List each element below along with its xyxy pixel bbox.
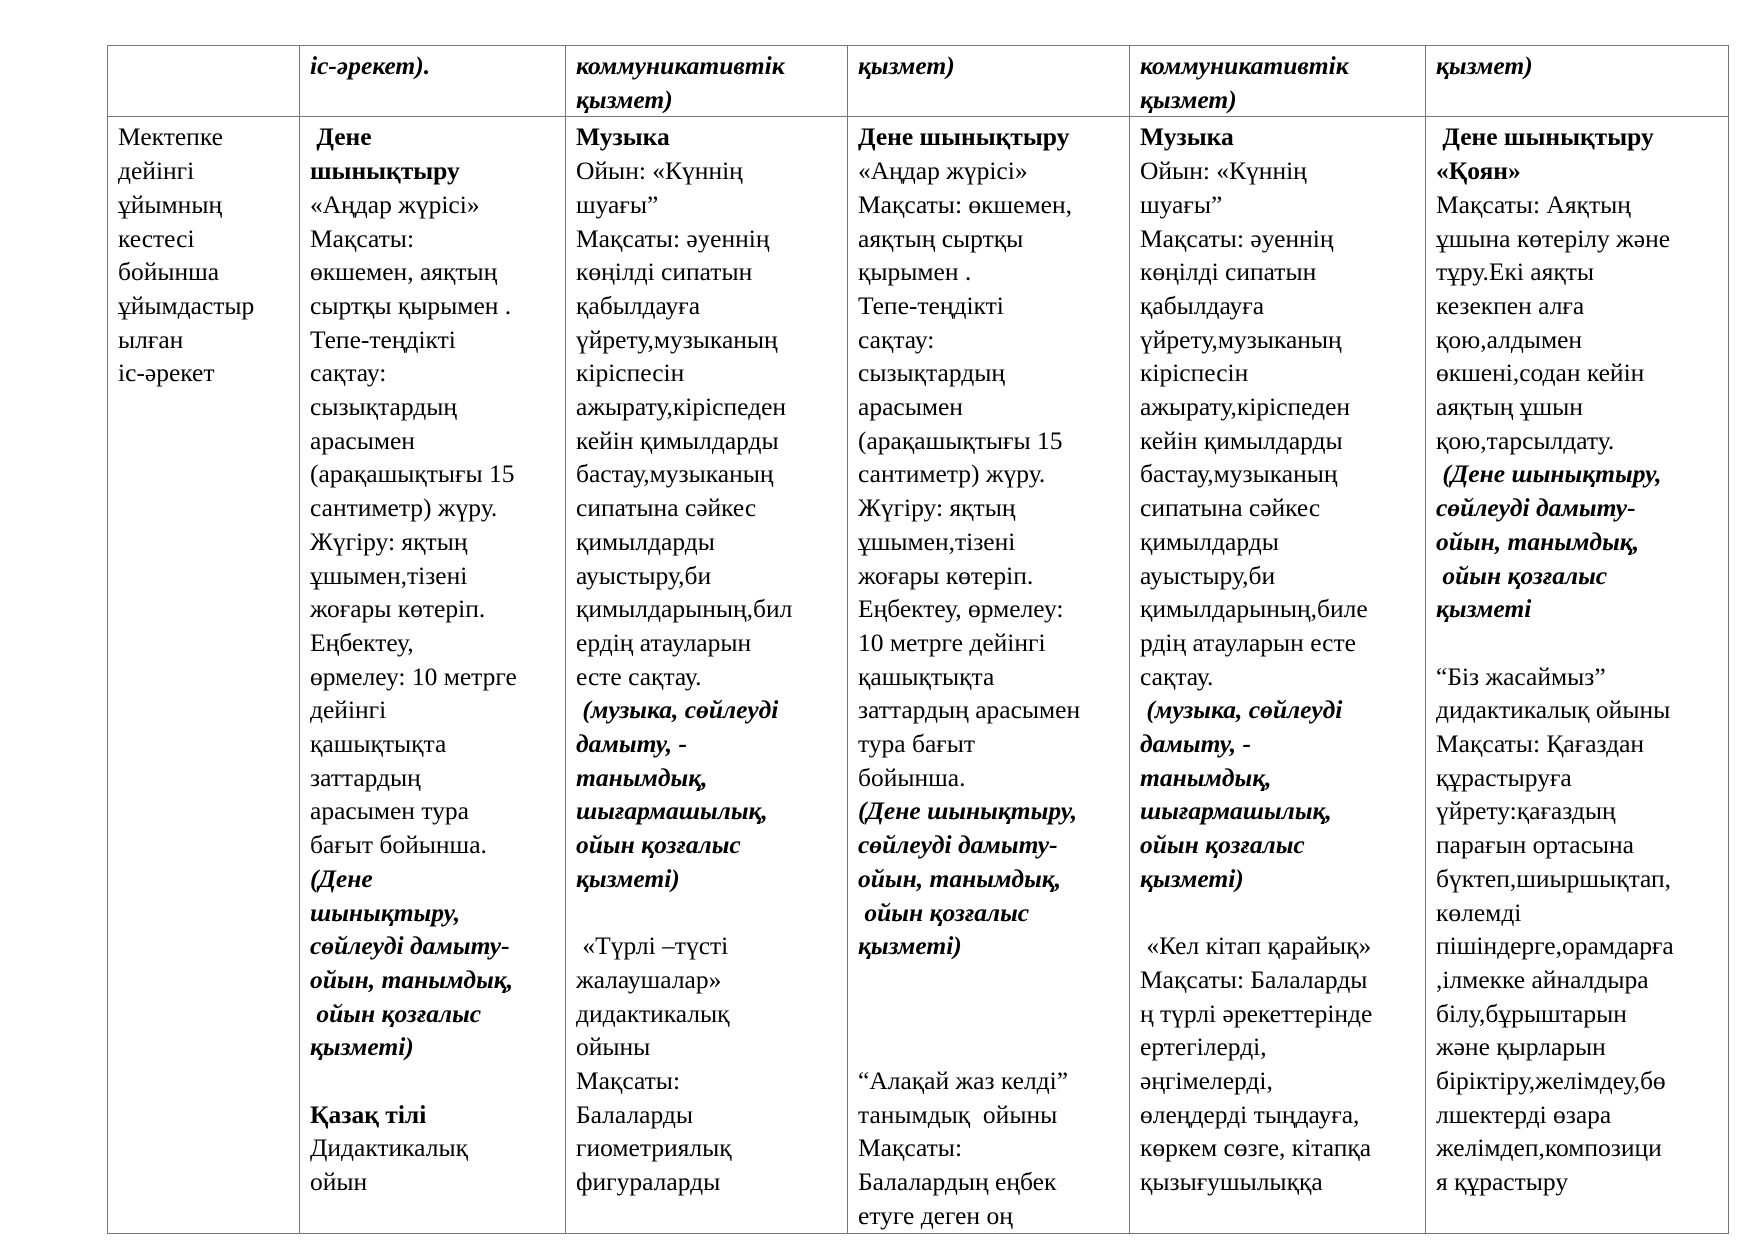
cell-text-line: лшектерді өзара [1436,1099,1612,1129]
cell-text-line: өлеңдерді тыңдауға, [1140,1099,1360,1129]
cell-text-line: ажырату,кіріспеден [576,392,787,422]
cell-text-line: сыртқы қырымен . [310,290,512,320]
cell-text-line: кіріспесін [1140,358,1249,388]
cell-text-line: ылған [118,324,184,354]
cell-text-line: танымдық, [1140,762,1272,792]
cell-text-line: бойынша [118,257,220,287]
cell-text-line: 10 метрге дейінгі [858,627,1046,657]
cell-text-line: ойын қозғалыс [1436,560,1608,590]
cell-text-line: дамыту, - [576,729,688,759]
cell-text-line: ойын, танымдық, [310,964,514,994]
cell-text-line: сызықтардың [310,392,457,422]
cell-text-line: заттардың [310,762,421,792]
cell-text-line: “Алақай жаз келді” [858,1066,1069,1096]
cell-text-line: Қазақ тілі [310,1099,427,1129]
cell-text-line: сөйлеуді дамыту- [858,830,1058,860]
cell-text-line: ұйымның [118,189,223,219]
cell-text-line: (Дене [310,863,373,893]
cell-text-line [858,963,1119,997]
cell-text-line: қызметі) [576,863,680,893]
cell-text-line: Мақсаты: әуеннің [1140,223,1334,253]
cell-text-line: Еңбектеу, [310,627,414,657]
cell-text-line: сантиметр) жүру. [858,459,1046,489]
cell-text-line: ойыны [576,1032,651,1062]
cell-text-line: (арақашықтығы 15 [310,459,515,489]
cell-text-line: етуге деген оң [858,1200,1013,1230]
cell-text-line: ұшымен,тізені [310,560,468,590]
cell-text-line: Мектепке [118,122,223,152]
cell-text-line: рдің атауларын есте [1140,627,1356,657]
header-cell-3: коммуникативтік қызмет) [566,46,848,117]
cell-text-line: фигураларды [576,1167,721,1197]
cell-text-line: кезекпен алға [1436,290,1585,320]
cell-text-line: ауыстыру,би [1140,560,1276,590]
cell-text-line: ойын [310,1167,368,1197]
cell-text-line: білу,бұрыштарын [1436,998,1627,1028]
cell-text-line: ойын қозғалыс [576,830,741,860]
cell-text-line: ойын қозғалыс [858,897,1030,927]
cell-text-line: сантиметр) жүру. [310,493,498,523]
cell-text-line: ң түрлі әрекеттерінде [1140,998,1373,1028]
activity-type-cell [108,117,300,1233]
header-cell-6: қызмет) [1426,46,1729,117]
cell-text-line: желімдеп,композици [1436,1133,1662,1163]
cell-text-line: ойын, танымдық, [1436,526,1640,556]
cell-text-line: (арақашықтығы 15 [858,425,1063,455]
content-row [108,117,1729,1233]
cell-text-line: танымдық ойыны [858,1099,1058,1129]
cell-text-line: пішіндерге,орамдарға [1436,931,1674,961]
cell-text-line: «Түрлі –түсті [576,931,729,961]
cell-text-line: «Аңдар жүрісі» [858,156,1028,186]
cell-text-line: Тепе-теңдікті [310,324,456,354]
schedule-table [107,45,1729,1234]
cell-text-line: ойын қозғалыс [1140,830,1305,860]
cell-text-line: сызықтардың [858,358,1005,388]
header-cell-4: қызмет) [848,46,1130,117]
cell-text-line [858,1030,1119,1064]
cell-text-line: үйрету:қағаздың [1436,796,1616,826]
cell-text-line: Мақсаты: өкшемен, [858,189,1072,219]
cell-text-line: арасымен [310,425,415,455]
cell-text-line: Ойын: «Күннің [576,156,743,186]
cell-text-line: қызметі) [310,1032,414,1062]
cell-text-line: «Қоян» [1436,156,1521,186]
cell-text-line: ауыстыру,би [576,560,712,590]
cell-text-line: Мақсаты: Аяқтың [1436,189,1631,219]
cell-text-line: бағыт бойынша. [310,830,487,860]
cell-text-line: шығармашылық, [576,796,768,826]
header-row [108,46,1729,117]
cell-text-line: Дидактикалық [310,1133,468,1163]
cell-text-line: ойын қозғалыс [310,998,482,1028]
cell-text-line: сипатына сәйкес [576,493,757,523]
cell-text-line: қызметі [1436,594,1532,624]
cell-text-line: тура бағыт [858,729,976,759]
header-cell-5: коммуникативтік қызмет) [1130,46,1426,117]
cell-text-line [1436,626,1718,660]
cell-text-line: өрмелеу: 10 метрге [310,661,517,691]
cell-text-line [310,1064,555,1098]
cell-text-line: арасымен [858,392,963,422]
day-cell-5 [1426,117,1729,1233]
cell-text-line: бастау,музыканың [1140,459,1338,489]
day-cell-2 [566,117,848,1233]
cell-text-line: өкшені,содан кейін [1436,358,1645,388]
header-cell-2: іс-әрекет). [300,46,566,117]
cell-text-line: гиометриялық [576,1133,732,1163]
cell-text-line: Еңбектеу, өрмелеу: [858,594,1064,624]
cell-text-line: Дене шынықтыру [1436,122,1654,152]
cell-text-line: Дене [310,122,372,152]
cell-text-line: көлемді [1436,897,1522,927]
cell-text-line: қызығушылыққа [1140,1167,1323,1197]
cell-text-line: Мақсаты: [576,1066,681,1096]
cell-text-line: шығармашылық, [1140,796,1332,826]
cell-text-line: Жүгіру: яқтың [310,526,468,556]
cell-text-line: Дене шынықтыру [858,122,1070,152]
cell-text-line: ұшымен,тізені [858,526,1016,556]
cell-text-line: ертегілерді, [1140,1032,1267,1062]
cell-text-line: сөйлеуді дамыту- [1436,493,1636,523]
cell-text-line: я құрастыру [1436,1167,1569,1197]
cell-text-line: есте сақтау. [576,661,702,691]
cell-text-line: әңгімелерді, [1140,1066,1273,1096]
cell-text-line: сақтау: [858,324,935,354]
cell-text-line: қимылдарды [1140,526,1279,556]
cell-text-line: кейін қимылдарды [576,425,779,455]
cell-text-line: қызметі) [858,931,962,961]
header-cell-1 [108,46,300,117]
cell-text-line: Музыка [576,122,670,152]
cell-text-line: ойын, танымдық, [858,863,1062,893]
cell-text-line: қашықтықта [310,729,447,759]
cell-text-line: іс-әрекет [118,358,215,388]
cell-text-line: кейін қимылдарды [1140,425,1343,455]
cell-text-line: көркем сөзге, кітапқа [1140,1133,1372,1163]
cell-text-line: дамыту, - [1140,729,1252,759]
cell-text-line: (Дене шынықтыру, [858,796,1078,826]
cell-text-line: шуағы” [576,189,659,219]
cell-text-line: қою,тарсылдату. [1436,425,1615,455]
day-cell-1 [300,117,566,1233]
cell-text-line: қою,алдымен [1436,324,1583,354]
cell-text-line: қырымен . [858,257,972,287]
cell-text-line: Мақсаты: [858,1133,963,1163]
cell-text-line: қимылдарды [576,526,715,556]
cell-text-line: Музыка [1140,122,1234,152]
cell-text-line: көңілді сипатын [576,257,753,287]
cell-text-line: танымдық, [576,762,708,792]
cell-text-line: сақтау: [310,358,387,388]
cell-text-line: ,ілмекке айналдыра [1436,964,1649,994]
cell-text-line [1140,896,1415,930]
cell-text-line: Мақсаты: [310,223,415,253]
cell-text-line: шуағы” [1140,189,1223,219]
cell-text-line: заттардың арасымен [858,695,1081,725]
cell-text-line: қабылдауға [576,290,701,320]
cell-text-line: қимылдарының,бил [576,594,793,624]
cell-text-line: (Дене шынықтыру, [1436,459,1662,489]
day-cell-3 [848,117,1130,1233]
cell-text-line: (музыка, сөйлеуді [576,695,779,725]
cell-text-line: кестесі [118,223,195,253]
cell-text-line: сипатына сәйкес [1140,493,1321,523]
cell-text-line: аяқтың ұшын [1436,392,1583,422]
cell-text-line: сөйлеуді дамыту- [310,931,510,961]
cell-text-line: Балалардың еңбек [858,1167,1057,1197]
cell-text-line: парағын ортасына [1436,830,1634,860]
cell-text-line: дидактикалық ойыны [1436,695,1671,725]
day-cell-4 [1130,117,1426,1233]
cell-text-line: бастау,музыканың [576,459,774,489]
cell-text-line: Мақсаты: әуеннің [576,223,770,253]
cell-text-line: ұйымдастыр [118,290,255,320]
cell-text-line: Ойын: «Күннің [1140,156,1307,186]
cell-text-line: ердің атауларын [576,627,752,657]
cell-text-line: ұшына көтерілу және [1436,223,1671,253]
cell-text-line: шынықтыру [310,156,460,186]
cell-text-line: қабылдауға [1140,290,1265,320]
cell-text-line: Мақсаты: Балаларды [1140,964,1368,994]
cell-text-line: өкшемен, аяқтың [310,257,498,287]
cell-text-line: ажырату,кіріспеден [1140,392,1351,422]
cell-text-line: аяқтың сыртқы [858,223,1024,253]
cell-text-line: «Аңдар жүрісі» [310,189,480,219]
cell-text-line: сақтау. [1140,661,1214,691]
cell-text-line: үйрету,музыканың [1140,324,1342,354]
cell-text-line: тұру.Екі аяқты [1436,257,1595,287]
cell-text-line: «Кел кітап қарайық» [1140,931,1372,961]
cell-text-line: жалаушалар» [576,964,722,994]
cell-text-line: шынықтыру, [310,897,461,927]
cell-text-line [576,896,837,930]
cell-text-line: үйрету,музыканың [576,324,778,354]
cell-text-line [858,997,1119,1031]
cell-text-line: Тепе-теңдікті [858,290,1004,320]
cell-text-line: көңілді сипатын [1140,257,1317,287]
cell-text-line: қимылдарының,биле [1140,594,1368,624]
cell-text-line: құрастыруға [1436,762,1572,792]
cell-text-line: қызметі) [1140,863,1244,893]
cell-text-line: қашықтықта [858,661,995,691]
cell-text-line: Балаларды [576,1099,694,1129]
cell-text-line: біріктіру,желімдеу,бө [1436,1066,1666,1096]
cell-text-line: Мақсаты: Қағаздан [1436,729,1645,759]
cell-text-line: және қырларын [1436,1032,1606,1062]
cell-text-line: дейінгі [118,156,195,186]
cell-text-line: жоғары көтеріп. [858,560,1034,590]
cell-text-line: дейінгі [310,695,387,725]
cell-text-line: кіріспесін [576,358,685,388]
cell-text-line: жоғары көтеріп. [310,594,486,624]
cell-text-line: дидактикалық [576,998,730,1028]
cell-text-line: бүктеп,шиыршықтап, [1436,863,1672,893]
cell-text-line: “Біз жасаймыз” [1436,661,1606,691]
cell-text-line: бойынша. [858,762,966,792]
cell-text-line: Жүгіру: яқтың [858,493,1016,523]
cell-text-line: (музыка, сөйлеуді [1140,695,1343,725]
cell-text-line: арасымен тура [310,796,469,826]
